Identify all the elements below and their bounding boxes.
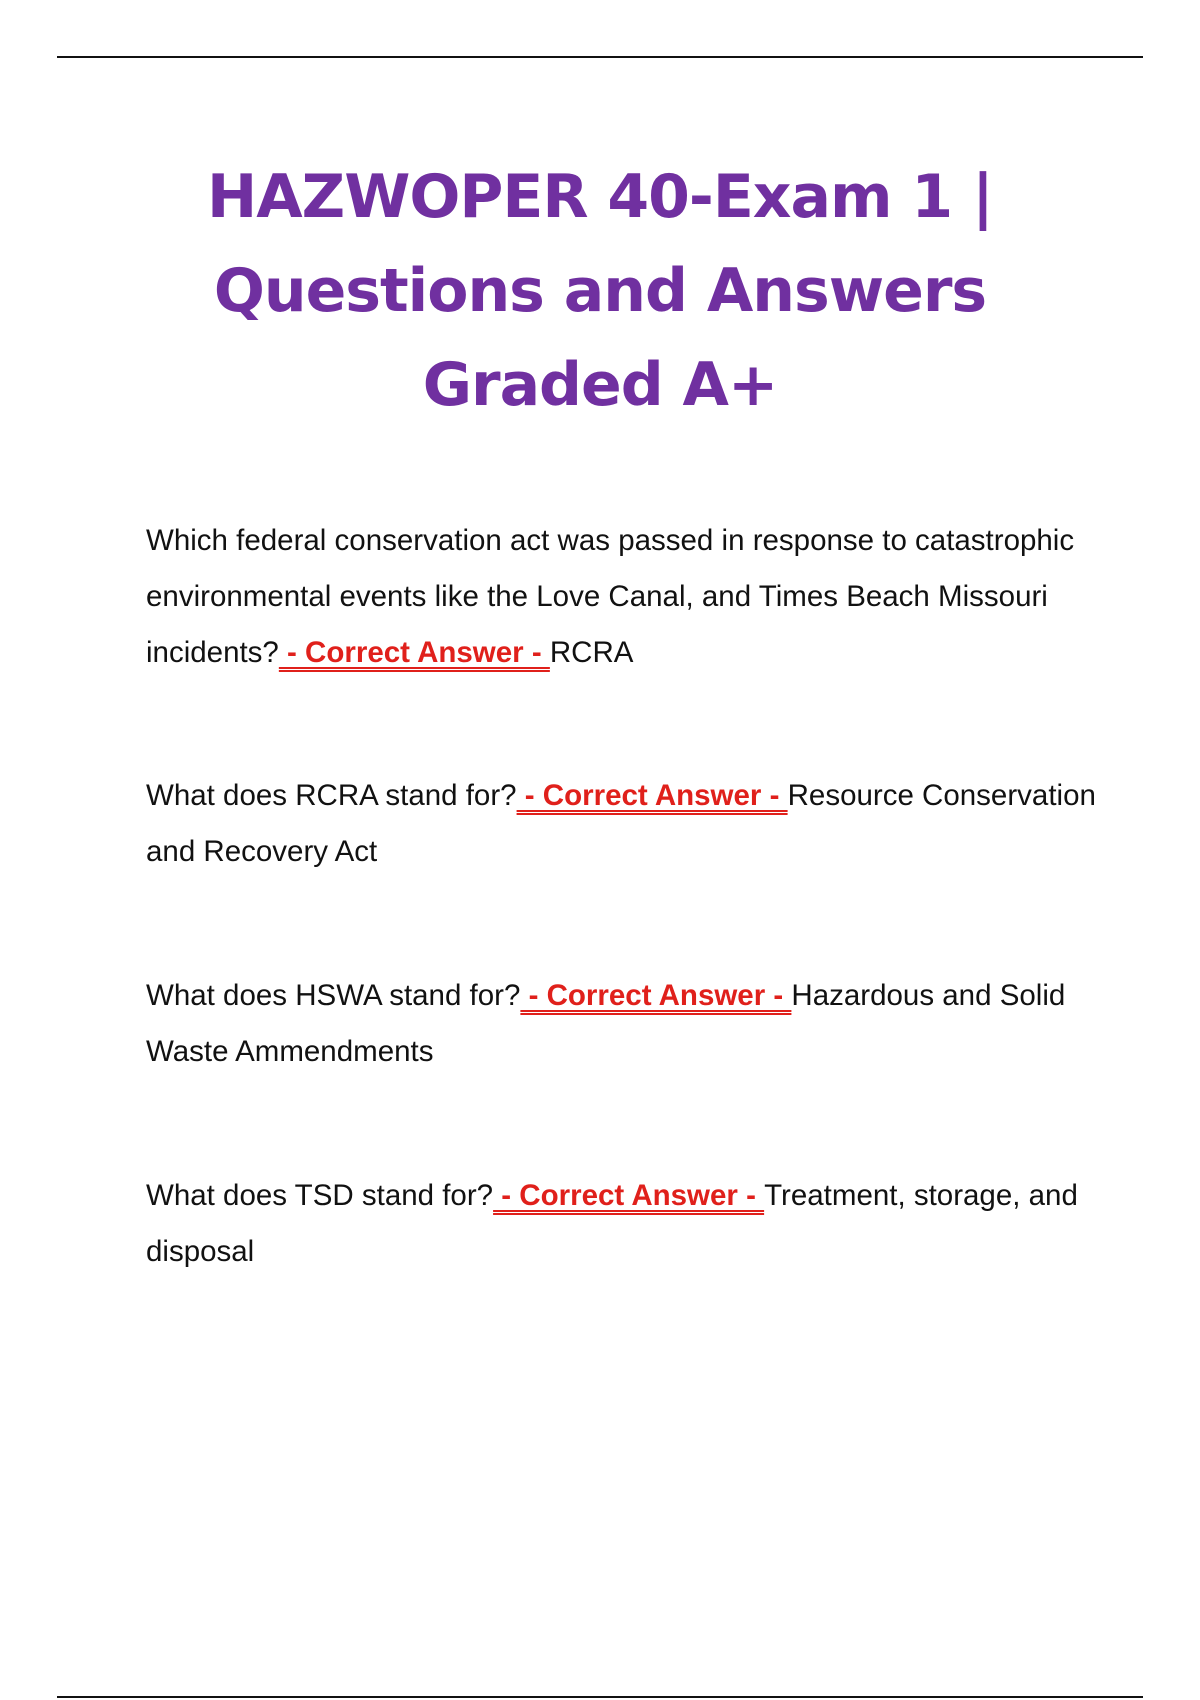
- qa-item: [146, 513, 1106, 681]
- document-title: HAZWOPER 40-Exam 1 | Questions and Answers Graded A+: [207, 162, 993, 420]
- answer-text: Hazardous and Solid Waste Ammendments: [146, 979, 1066, 1068]
- question-text: What does HSWA stand for?: [146, 979, 521, 1012]
- question-text: What does TSD stand for?: [146, 1179, 494, 1212]
- correct-answer-marker: - Correct Answer -: [278, 636, 550, 669]
- correct-answer-marker: - Correct Answer -: [516, 779, 788, 812]
- answer-text: RCRA: [549, 636, 634, 669]
- qa-item: [146, 1168, 1106, 1280]
- qa-item: [146, 768, 1106, 880]
- question-text: Which federal conservation act was passed in response to catastrophic environmental events like the Love Canal, and Times Beach Missouri incidents?: [146, 524, 1075, 669]
- correct-answer-marker: - Correct Answer -: [520, 979, 792, 1012]
- answer-text: Resource Conservation and Recovery Act: [146, 779, 1096, 868]
- qa-item: [146, 968, 1106, 1080]
- answer-text: Treatment, storage, and disposal: [146, 1179, 1078, 1268]
- correct-answer-marker: - Correct Answer -: [493, 1179, 765, 1212]
- question-text: What does RCRA stand for?: [146, 779, 517, 812]
- bottom-rule: [57, 1696, 1143, 1698]
- top-rule: [57, 56, 1143, 58]
